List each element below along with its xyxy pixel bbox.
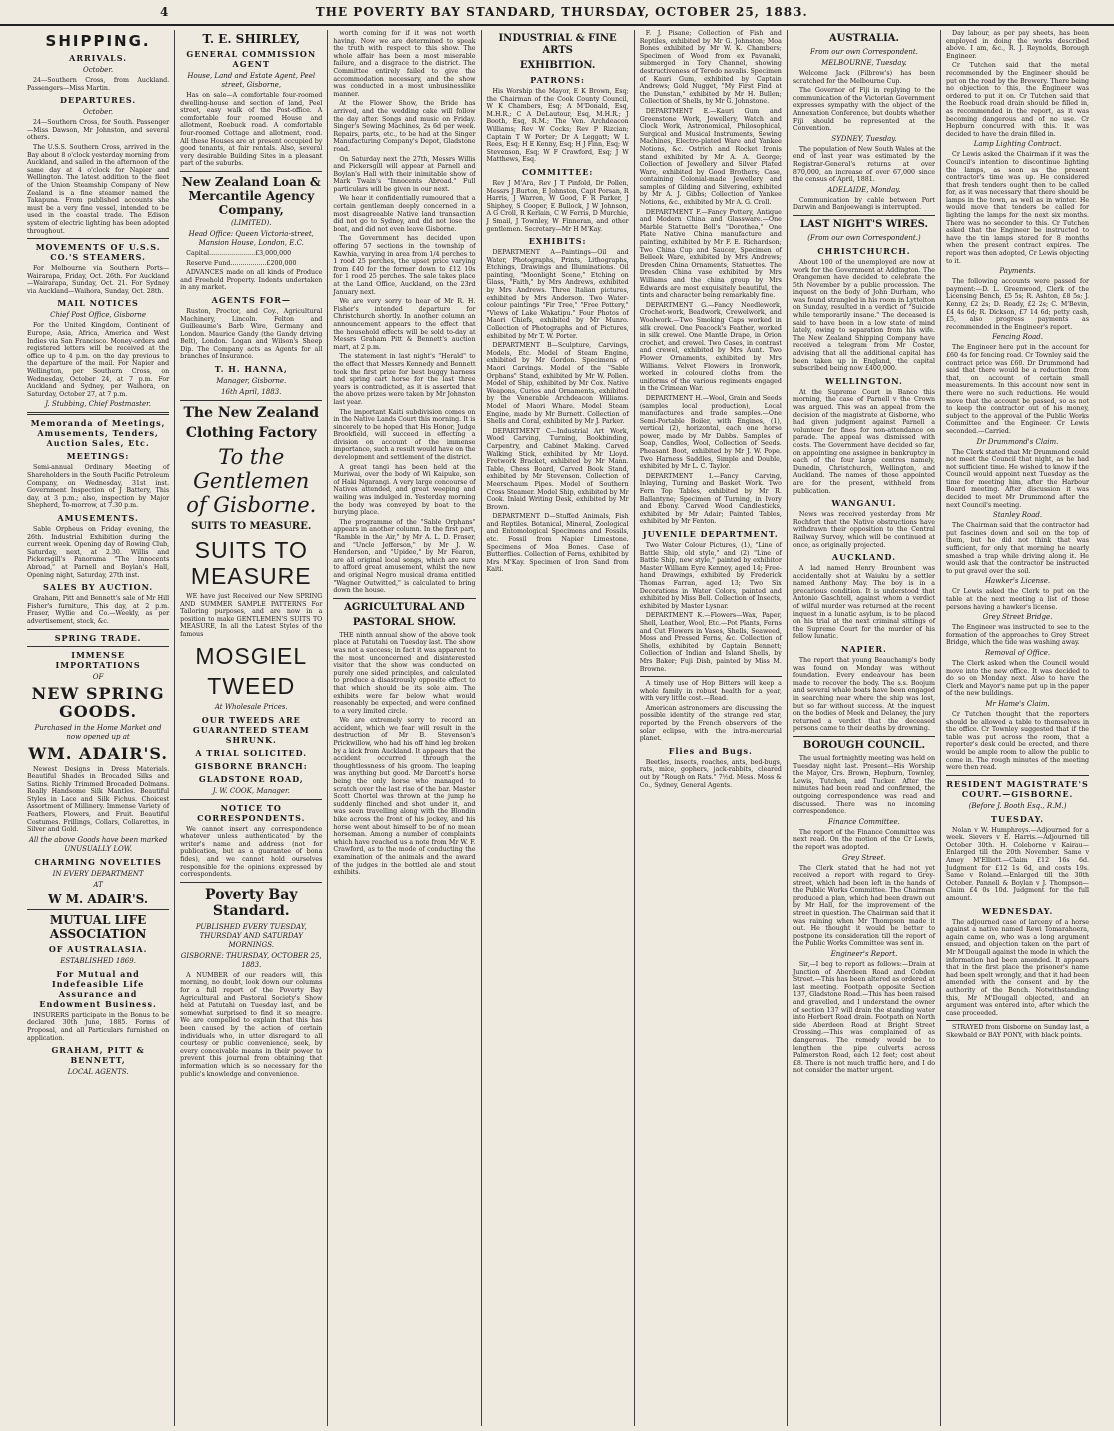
kaiti-text: The important Kaiti subdivision comes on in the Native Lands Court this morning. It is sincerely to be hoped that His Honor, Judge Brookfield, will succeed in effecting a division on account of the immense importance, such a result would have on the development and settlement of the district.: [333, 408, 476, 462]
mail-subheading: Chief Post Office, Gisborne: [50, 311, 147, 320]
borough-heading: BOROUGH COUNCIL.: [802, 739, 926, 751]
hawkers-heading: Hawker's License.: [984, 577, 1051, 586]
hanna-title: Manager, Gisborne.: [216, 377, 287, 386]
departures-text: 24—Southern Cross, for South. Passenger—Miss Dawson, Mr Johnston, and several others.: [27, 119, 170, 142]
arrivals-month: October.: [83, 66, 114, 74]
engineers-text: Sir,—I beg to report as follows:—Drain at Junction of Aberdeen Road and Cobden Street.—This has been altered as ordered at last meeting. Footpath opposite Section 137, Gladstone Road.—This has been raised and gravelled, and I understand the owner of section 137 will drain the standing water into Herbert Road drain. Footpath on North side Aberdeen Road at Bright Street Crossing.—This was complained of as dangerous. The remedy would be to lengthen the pipe culverts across Palmerston Road, each 12 feet; cost about £8. There is not much traffic here, and I do not consider the matter urgent.: [792, 961, 936, 1075]
shirley-text: Has on sale—A comfortable four-roomed dwelling-house and section of land, Peel street, easy walk of the Post-office. A comfortable four roomed House and allotment, Roebuck road. A comfortable four-roomed Cottage and allotment, road. All these Houses are at present occupied by good tenants, at fair rentals. Also, several very desirable Building Sites in a pleasant part of the suburbs.: [180, 92, 323, 168]
grey-bridge-heading: Grey Street Bridge.: [982, 613, 1053, 622]
dept-h: DEPARTMENT H.—Wool, Grain and Seeds (samples local production), Local manufactures and trade samples.—One Semi-Portable Boiler, with Engines, (1), vertical (2), horizontal, each one horse power, made by Mr Dabbs. Samples of Soap, Candles, Wool, Collection of Seeds. Pheasant Boot, exhibited by Mr J. W. Pope. Two Harness Saddles, Simple and Double, exhibited by Mr L. C. Taylor.: [639, 394, 782, 471]
exhibits-c: DEPARTMENT C—Industrial Art Work, Wood Carving, Turning, Bookbinding, Carpentry, and Cabinet Making. Carved Walking Stick, exhibited by Mr Lloyd. Fretwork Bracket, exhibited by Mr Mann. Table, Chess Board, Carved Book Stand, exhibited by Mr Stevenson. Collection of Meerschaum Pipes. Model of Southern Cross Steamer. Model Ship, exhibited by Mr Cook. Inlaid Writing Desk, exhibited by Mr Brown.: [486, 427, 629, 511]
drummond-heading: Dr Drummond's Claim.: [976, 437, 1059, 446]
shirley-subheading: GENERAL COMMISSION AGENT: [186, 49, 317, 69]
amusements-heading: AMUSEMENTS.: [57, 512, 139, 523]
programme-text: The programme of the "Sable Orphans" appears in another column. In the first part, "Ramble in the Air," by Mr A. L. D. Fraser, and "Uncle Jefferson," by Mr J. W. Henderson, and "Upidee," by Mr Fearon, are all original local songs, which are sure to afford great amusement, whilst the new and original Negro musical drama entitled "Wagner Outwitted," is calculated to bring down the house.: [333, 518, 476, 595]
stanley-heading: Stanley Road.: [992, 511, 1043, 520]
grey-bridge-text: The Engineer was instructed to see to the formation of the approaches to Grey Street Bridge, which the tide was washing away.: [946, 624, 1090, 647]
juvenile-text: Two Water Colour Pictures, (1), "Line of Battle Ship, old style," and (2) "Line of Battle Ship, new style," painted by exhibitor Master William Eyre Kenney, aged 14; Free-hand Drawings, exhibited by Frederick Thomas Farran, aged 13; Two Six Decorations in Water Colors, painted and exhibited by Miss Bell. Collection of Insects, exhibited by Master Lysnar.: [639, 542, 782, 610]
engineers-heading: Engineer's Report.: [830, 950, 898, 959]
saturday-text: On Saturday next the 27th, Messrs Willis and Pickersgill will appear at Parnell and Boylan's Hall with their inimitable show of Mark Twain's "Innocents Abroad." Full particulars will be given in our next.: [333, 155, 476, 193]
exhibits-d: DEPARTMENT D—Stuffed Animals, Fish and Reptiles. Botanical, Mineral, Zoological and Entomological Specimens and Fossils, etc. Fossil from Napier Limestone. Specimens of Moa Bones. Case of Butterflies. Collection of Ferns, exhibited by Mrs M'Kay. Specimen of Iron Sand from Kaiti.: [486, 513, 629, 574]
industrial-heading-1: INDUSTRIAL & FINE ARTS: [498, 33, 617, 56]
shirley-line: House, Land and Estate Agent, Peel street, Gisborne,: [187, 72, 316, 89]
dept-i: DEPARTMENT I.—Fancy Carving, Inlaying, Turning and Basket Work. Two Fern Top Tables, exhibited by Mr R. Ballantyne; Specimen of Turning, in Ivory and Ebony. Carved Wood Candlesticks, exhibited by Mr Adair; Painted Tables, exhibited by Mr Fenton.: [639, 472, 782, 526]
dept-f: DEPARTMENT F.—Fancy Pottery, Antique and Modern China and Glassware.—One Marble Statuette Bell's "Dorothea," One Plate Native China manufacture and painting, exhibited by Mr F. E. Richardson; Two China Cup and Saucer, Specimen of Belleek Ware, exhibited by Mrs Andrews; Dresden China Ornaments, Statuettes. The Dresden China vase exhibited by Mrs Williams and the china group by Mrs Edwards are most exquisitely beautiful, the tints and character being remarkably fine.: [639, 208, 782, 300]
arrivals-text: 24—Southern Cross, from Auckland. Passengers—Miss Martin.: [27, 77, 170, 92]
wellington-heading: WELLINGTON.: [825, 375, 903, 386]
spring-trade-heading: SPRING TRADE.: [54, 632, 142, 643]
movements-text: For Melbourne via Southern Ports—Wairarapa, Friday, Oct. 26th. For Auckland—Wairarapa, Sunday, Oct. 21. For Sydney via Auckland—Waihora, Sunday, Oct. 28th.: [27, 265, 170, 295]
hame-text: Cr Tutchen thought that the reporters should be allowed a table to themselves in the office. Cr Townley suggested that if the table was put across the room, that a reporter's desk could be erected, and there would be ample room to allow the public to come in. The rough minutes of the meeting were then read.: [946, 710, 1090, 772]
movements-heading: MOVEMENTS OF U.S.S. CO.'S STEAMERS.: [35, 242, 161, 263]
hitters-text: A timely use of Hop Bitters will keep a whole family in robust health for a year, with very little cost.—Read.: [639, 680, 782, 703]
finance-text: The report of the Finance Committee was next read. On the motion of the Cr Lewis, the report was adopted.: [792, 828, 936, 851]
exhibits-more: DEPARTMENT B—Sculpture, Carvings, Models, Etc. Model of Steam Engine, exhibited by Mr Gordon. Specimens of Maori Carvings. Model of the "Sable Orphans" Stand, exhibited by Mr W. Pollen. Model of Ship, exhibited by Mr Cox. Native Weapons, Curios and Ornaments, exhibited by the Venerable Archdeacon Williams. Model of Maori Whare. Model Steam Engine, made by Mr Burnett. Collection of Shells and Coral, exhibited by Mr J. Parker.: [486, 342, 629, 426]
column-1: [22, 30, 175, 1426]
limited-label: (LIMITED).: [231, 218, 272, 227]
shipping-heading: SHIPPING.: [45, 32, 151, 50]
stanley-text: The Chairman said that the contractor had put fascines down and soil on the top of them, but he did not think that was sufficient, for only that morning he nearly smashed a trap while driving along it. He would ask that the contractor be instructed to put gravel over the soil.: [946, 522, 1090, 575]
newspaper-title: THE POVERTY BAY STANDARD, THURSDAY, OCTOBER 25, 1883.: [315, 5, 808, 19]
notice-heading: NOTICE TO CORRESPONDENTS.: [197, 802, 306, 823]
shipping-paragraph: The U.S.S. Southern Cross, arrived in the Bay about 8 o'clock yesterday morning from Auckland, and sailed in the afternoon of the same day at 4 o'clock for Napier and Wellington. The latest addition to the fleet of the Union Steamship Company of New Zealand is a fine steamer named the Takapuna. From published accounts she must be a very fine vessel, intended to be used in the coastal trade. The Edison system of electric lighting has been adopted throughout.: [27, 143, 170, 235]
lamp-text: Cr Lewis asked the Chairman if it was the Council's intention to discontinue lighting the lamps, as soon as the present contractor's time was up. He considered that fresh tenders ought then to be called for, as it was necessary that there should be lamps in the town, as well as in winter. He would move that tenders be called for lighting the lamps for the next six months. There was no seconder to this. Cr Tutchen asked that the Engineer be instructed to have the tin lamps stored for 8 months when the present contract expires. The report was then adopted, Cr Lewis objecting to it.: [946, 151, 1090, 265]
adair-heading-2: W M. ADAIR'S.: [48, 891, 149, 906]
rm-heading: RESIDENT MAGISTRATE'S COURT.—GISBORNE.: [946, 778, 1089, 799]
australia-heading: AUSTRALIA.: [828, 33, 900, 44]
in-every-label: IN EVERY DEPARTMENT: [52, 869, 144, 878]
adelaide-dateline: ADELAIDE, Monday.: [827, 185, 901, 194]
patrons-heading: PATRONS:: [530, 75, 586, 85]
suits-heading: SUITS TO MEASURE.: [191, 521, 312, 533]
page-columns: [22, 30, 1094, 1426]
divider: [27, 646, 169, 647]
committee-heading: COMMITTEE:: [521, 166, 594, 177]
flies-heading: Flies and Bugs.: [668, 745, 753, 756]
page-number: 4: [160, 5, 170, 19]
finance-heading: Finance Committee.: [828, 817, 900, 826]
juvenile-heading: JUVENILE DEPARTMENT.: [642, 529, 779, 539]
sydney-text: The population of New South Wales at the end of last year was estimated by the Registrar-General's returns at over 870,000, an increase of over 67,000 since the census of April, 1881.: [792, 145, 936, 184]
arrivals-heading: ARRIVALS.: [69, 53, 128, 63]
divider: [27, 629, 169, 630]
flower-show-text: At the Flower Show, the Bride has arrived, and the wedding cake will follow the day after. Songs and music on Friday. Singer's Sewing Machines, 2s 6d per week. Repairs, parts, etc., to be had at the Singer Manufacturing Company's Depot, Gladstone road.: [333, 100, 476, 153]
wires-subheading: (From our own Correspondent.): [807, 233, 921, 242]
rumour-text: We hear it confidentially rumoured that a certain gentleman deeply concerned in a most disagreeable Native land transaction did not go to Sydney, and did not lose the boat, and did not even leave Gisborne.: [333, 195, 476, 233]
christchurch-heading: CHRISTCHURCH.: [817, 245, 911, 256]
sales-heading: SALES BY AUCTION.: [42, 582, 154, 593]
shirley-heading: T. E. SHIRLEY,: [202, 32, 301, 46]
tutchen-text: Cr Tutchen said that the metal recommended by the Engineer should be put on the road by the Brewery. There being no objection to this, the Engineer was ordered to put it on. Cr Tutchen said that the Roebuck road drain should be filled in, as recommended in the report, as it was becoming dangerous and of no use. Cr Hepburn concurred with this. It was decided to have the drain filled in.: [946, 62, 1090, 138]
departures-heading: DEPARTURES.: [60, 95, 137, 106]
wanganui-text: News was received yesterday from Mr Rochfort that the Native obstructions have withdrawn their opposition to the Central Railway Survey, which will be continued at once, as originally projected.: [792, 511, 936, 549]
guaranteed-text: OUR TWEEDS ARE GUARANTEED STEAM SHRUNK.: [192, 714, 310, 745]
office-text: The Clerk asked when the Council would move into the new office. It was decided to do so on Monday next. Also to have the Clerk and Mayor's name put up in the paper of the new buildings.: [946, 659, 1090, 698]
statement-text: The statement in last night's "Herald" to the effect that Messrs Kennedy and Bennett took the first prize for best buggy harness and spring cart horse for the last three years is contradicted, as it is asserted that the above prizes were taken by Mr Johnston last year.: [333, 353, 476, 406]
leader-continued: worth coming for if it was not worth having. Now we are determined to speak the truth with respect to this show. The whole affair has been a most miserable failure, and a disgrace to the district. The Committee entirely failed to give the accommodation necessary, and the show was conducted in a most unbusinesslike manner.: [333, 30, 476, 98]
agents-text: Ruston, Proctor, and Coy., Agricultural Machinery, Lincoln. Felton and Guilleaume's Barb Wire, Germany and London. Maurice Gandy (the Gandy driving Belt), London. Logan and Wilson's Sheep Dip. The Company acts as Agents for all branches of Insurance.: [180, 307, 323, 361]
reserve-line: Reserve Fund..................£200,000: [186, 259, 297, 267]
flies-text: Beetles, insects, roaches, ants, bed-bugs, rats, mice, gophers, jack-rabbits, cleared out by "Rough on Rats." 7½d. Mess. Moss & Co., Sydney, General Agents.: [639, 758, 782, 789]
cook-manager: J. W. COOK, Manager.: [212, 786, 290, 795]
divider: [640, 676, 782, 677]
melbourne-dateline: MELBOURNE, Tuesday.: [821, 59, 907, 67]
mosgiel-heading: MOSGIEL: [195, 642, 308, 669]
welcome-text: Welcome Jack (Filbrow's) has been scratched for the Melbourne Cup.: [792, 70, 936, 85]
branch-heading: GISBORNE BRANCH:: [194, 760, 308, 771]
gentlemen-heading: To the Gentlemen of Gisborne.: [186, 445, 317, 518]
charming-heading: CHARMING NOVELTIES: [34, 856, 162, 867]
payments-text: The following accounts were passed for payment:—D. L. Greenwood, Clerk of the Licensing Bench, £5 5s; R. Ashton, £8 5s; J. Kenny, £2 2s; D. Ready, £2 2s; C. M'Bevin, £4 4s 6d; R. Dickson, £7 14 6d; petty cash, £5, also progress payments as recommended in the Engineer's report.: [946, 278, 1090, 331]
patrons-text: His Worship the Mayor, E K Brown, Esq; the Chairman of the Cook County Council, W K Chambers, Esq; A M'Donald, Esq, M.H.R.; C A DeLautour, Esq, M.H.R.; J Booth, Esq, R.M.; The Ven. Archdeacon Williams; Rev W Cocks; Rev P Rizcian; Captain T W Porter; Dr A Leggatt; W L Rees, Esq; H E Kenny, Esq; H J Finn, Esq; W Stevenson, Esq; W F Crawford, Esq; J W Matthews, Esq.: [486, 88, 629, 164]
mail-heading: MAIL NOTICES: [57, 298, 139, 309]
column-4: [482, 30, 635, 1426]
lamp-heading: Lamp Lighting Contract.: [973, 140, 1062, 149]
wanganui-heading: WANGANUI.: [831, 498, 897, 509]
mail-text: For the United Kingdom, Continent of Europe, Asia, Africa, America and West Indies via San Francisco. Money-orders and registered letters will be received at the office up to 4 p.m. on the day previous to the departure of the mail. For Napier and Wellington, per Southern Cross, on Wednesday, October 24, at 7 p.m. For Auckland and Sydney, per Waihora, on Saturday, October 27, at 7 p.m.: [27, 322, 170, 398]
last-wires-heading: LAST NIGHT'S WIRES.: [799, 218, 929, 230]
clothing-heading-1: The New Zealand: [183, 405, 320, 422]
exhibits-heading: EXHIBITS:: [528, 236, 587, 247]
divider: [180, 171, 322, 172]
memoranda-heading: Memoranda of Meetings, Amusements, Tenders, Auction Sales, Etc.: [30, 418, 166, 449]
sydney-dateline: SYDNEY, Tuesday.: [831, 134, 897, 143]
adelaide-text: Communication by cable between Port Darwin and Banjoewangi is interrupted.: [792, 196, 936, 212]
exhibits-e: F. J. Pisane; Collection of Fish and Reptiles, exhibited by Mr G. Johnston; Moa Bones exhibited by Mr W. K. Chambers; Specimen of Wood from ex Pavanaki, submerged in Tory Channel, showing destructiveness of Teredo navalis. Specimen of Kauri Gum, exhibited by Captain Andrews; Gold Nugget, "My First Find at the Dunstan," exhibited by Mr H. Bullen; Collection of Shells, by Mr G. Johnstone.: [639, 30, 782, 106]
agents-heading: AGENTS FOR—: [211, 294, 291, 305]
wholesale-text: At Wholesale Prices.: [214, 702, 288, 711]
agri-heading-1: AGRICULTURAL AND: [344, 601, 465, 613]
received-text: WE have just Received our New SPRING AND SUMMER SAMPLE PATTERNS For Tailoring purposes, and are now in a position to make GENTLEMEN'S SUITS TO MEASURE, In all the Latest Styles of the famous: [180, 593, 323, 639]
agri-text: THE ninth annual show of the above took place at Patutahi on Tuesday last. The show was not a success; in fact it was apparent to the most unconcerned and disinterested visitor that the show was conducted on purely one sided principles, and calculated to produce a disastrously opposite effect to that which should be its sole aim. The exhibits were far below what would reasonably be expected, and were confined to a very limited circle.: [333, 631, 476, 715]
divider: [27, 412, 169, 415]
capital-line: Capital.......................£3,000,000: [186, 249, 292, 257]
drummond-text: The Clerk stated that Mr Drummond could not meet the Council that night, as he had not sufficient time. He wished to know if the Council would appoint next Tuesday as the time for meeting him, after the Harbour Board meeting. After discussion it was decided to meet Mr Drummond after the next Council's meeting.: [946, 448, 1090, 509]
divider: [27, 238, 169, 239]
exhibits-text: DEPARTMENT A—Paintings—Oil and Water, Photographs, Prints, Lithographs, Etchings, Drawings and Illuminations. Oil painting, "Moonlight Scene," Etching on Glass, "Faith," by Mrs Andrews, exhibited by Mrs Andrews. Three Italian pictures, exhibited by Mrs Anderson. Two Water-colour paintings "Fir Tree," "Free Pottery," "Views of Lake Wakatipu." Four Photos of Maori Chiefs, exhibited by Mr Munro. Collection of Photographs and of Pictures, exhibited by Mr T. W. Porter.: [486, 249, 629, 340]
adair-heading: WM. ADAIR'S.: [28, 743, 168, 763]
wednesday-text: The adjourned case of larceny of a horse against a native named Rewi Tomarahoera, again came on, who was a long argument ensued, and objection taken on the part of Mr M'Dougall against the mode in which the information had been amended. It appears that in the first place the prisoner's name had been spelt wrongly, and that it had been amended with the consent and by the authority of the Bench. Notwithstanding this, Mr M'Dougall objected, and an argument was entered into, after which the case proceeded.: [946, 918, 1090, 1017]
meetings-heading: MEETINGS:: [66, 451, 130, 462]
amusements-text: Sable Orpheus on Friday evening, the 26th. Industrial Exhibition during the current week. Opening day of Rowing Club, Saturday, next, at 2.30. Willis and Pickersgill's Panorama "The Innocents Abroad," at Parnell and Boylan's Hall, Opening night, Saturday, 27th inst.: [27, 525, 170, 579]
clothing-heading-2: Clothing Factory: [185, 425, 317, 442]
of-label: OF: [92, 672, 104, 681]
fencing-heading: Fencing Road.: [992, 333, 1043, 342]
notice-text: We cannot insert any correspondence whatever unless authenticated by the writer's name and address (not for publication, but as a guarantee of bona fides), and we cannot hold ourselves responsible for the opinions expressed by correspondents.: [180, 825, 323, 879]
rm-subheading: (Before J. Booth Esq., R.M.): [968, 801, 1067, 810]
sales-text: Graham, Pitt and Bennett's sale of Mr Hill Fisher's furniture, This day, at 2 p.m. Fraser, Wyllie and Co.—Weekly, as per advertisement, stock, &c.: [27, 595, 170, 625]
pbs-heading: Poverty Bay Standard.: [205, 886, 298, 919]
hawkers-text: Cr Lewis asked the Clerk to put on the table at the next meeting a list of those persons having a hawker's license.: [946, 588, 1090, 611]
established-label: ESTABLISHED 1869.: [60, 956, 136, 965]
column-2: [175, 30, 328, 1426]
napier-text: The report that young Beauchamp's body was found on Monday was without foundation. Every endeavour has been made to recover the body. The s.s. Boojum and several whale boats have been engaged in searching near where the ship was lost, but so far without success. At the inquest on the bodies of Meek and Delaney, the jury returned a verdict that the deceased persons came to their deaths by drowning.: [792, 657, 936, 733]
suits-big-heading: SUITS TO MEASURE: [190, 537, 312, 590]
christchurch-text: About 100 of the unemployed are now at work for the Government at Addington. The Orangemen have decided to celebrate the 5th November by a public procession. The inquest on the body of John Durham, who was found strangled in his room in Lyttelton on Sunday, resulted in a verdict of "Suicide while temporarily insane." The deceased is said to have been in a low state of mind lately, owing to separation from his wife. The New Zealand Shipping Company have received a telegram from Mr Coster, advising that all the additional capital has been taken up in England, the capital subscribed being now £400,000.: [792, 258, 936, 373]
mail-signature: J. Stubbing, Chief Postmaster.: [45, 400, 151, 409]
divider: [180, 882, 322, 883]
fencing-text: The Engineer here put in the account for £60 4s for fencing road. Cr Townley said the contract price was £60. Dr Drummond had said that there would be a reduction from that, on account of certain small measurements. In this account now sent in there were no such reductions. He would move that the account be passed, so as not to keep the contractor out of his money, subject to the approval of the Public Works Committee and the Engineer. Cr Lewis seconded.—Carried.: [946, 344, 1090, 435]
tweed-heading: TWEED: [207, 672, 296, 699]
meetings-text: Semi-annual Ordinary Meeting of Shareholders in the South Pacific Petroleum Company, on Wednesday, 31st inst. Government Inspection of J Battery, This day, at 3 p.m.; also, inspection by Major Shepherd, To-morrow, at 7.30 p.m.: [27, 464, 170, 510]
strayed-text: STRAYED from Gisborne on Sunday last, a Skewbald or BAY PONY, with black points.: [946, 1024, 1090, 1039]
committee-text: Rev J M'Ara, Rev J T Pinfold, Dr Pollen, Messrs J Burton, E Johnston, Capt Porsan, R Harris, J Warren, W Good, F R Parker, J Shiphey, S Cooper, E Bullock, J W Johnson, A G Croll, R Kerlain, C W Ferris, D Murchie, J Smail, J Townley, W Finneran, and other gentlemen. Secretary—Mr H M'Kay.: [486, 179, 629, 233]
dept-g: DEPARTMENT G.—Fancy Needlework, Crochet-work, Beadwork, Crewelwork, and Woolwork.—Two Smoking Caps worked in silk crewel. One Peacock's Feather, worked in silk crewel. One Mantle Drape, in Orion crochet, and crewel. Two Cases, in contrast and crewel, exhibited by Mrs Aunt. Two Flower Ornaments, exhibited by Mrs Williams. Velvet Flowers in Ironwork, worked in coloured cloths from the uniforms of the various regiments engaged in the Crimean War.: [639, 301, 782, 393]
tuesday-heading: TUESDAY.: [991, 813, 1045, 824]
nzloan-office: Head Office: Queen Victoria-street, Mansion House, London, E.C.: [188, 229, 314, 247]
hanna-date: 16th April, 1883.: [221, 388, 282, 397]
payments-heading: Payments.: [999, 267, 1036, 276]
mutual-heading: MUTUAL LIFE ASSOCIATION: [49, 912, 147, 941]
column-5: [635, 30, 788, 1426]
adair-above-text: All the above Goods have been marked UNUSUALLY LOW.: [28, 835, 168, 853]
at-label: AT: [93, 880, 103, 889]
divider: [27, 909, 169, 910]
divider: [793, 736, 935, 737]
native-text: A great tangi has been held at the Muriwai, over the body of Wi Kaipuke, son of Haki Ngarangi. A very large concourse of Natives attended, and great weeping and wailing was indulged in. Yesterday morning the body was conveyed by boat to the burying place.: [333, 463, 476, 517]
purchased-text: Purchased in the Home Market and now opened up at: [34, 723, 162, 741]
melbourne-text: The Governor of Fiji in replying to the communication of the Victorian Government expresses sympathy with the object of the Annexation Conference, but doubts whether Fiji should be represented at the Convention.: [792, 87, 936, 133]
divider: [180, 799, 322, 800]
clerk-text: We are very sorry to hear of Mr R. H. Fisher's intended departure for Christchurch shortly. In another column an announcement appears to the effect that the household effects will be sold to-day at Messrs Graham Pitt & Bennett's auction mart, at 2 p.m.: [333, 298, 476, 351]
wednesday-heading: WEDNESDAY.: [981, 905, 1054, 916]
column-7: [941, 30, 1094, 1426]
advances-text: ADVANCES made on all kinds of Produce and Freehold Property. Indents undertaken in any market.: [180, 269, 323, 292]
divider: [946, 1020, 1089, 1021]
tuesday-text: Nolan v W. Humphreys.—Adjourned for a week. Sievers v E. Harris.—Adjourned till October 30th. H. Coleborne v Kairau—Enlarged till the 20th November. Same v Amey M'Elliott.—Claim £12 16s 6d. Judgment for £12 1s 6d, and costs 19s. Same v Roland.—Enlarged till the 30th October. Pannell & Boylan v J. Thompson—Claim £4 0s 10d. Judgment for the full amount.: [946, 826, 1090, 903]
flowers-text: DEPARTMENT K.—Flowers—Wax, Paper, Shell, Leather, Wool, Etc.—Pot Plants, Ferns and Cut Flowers in Vases, Shells, Seaweed, Moss and Pressed Ferns, &c. Collection of Shells, exhibited by Captain Bennett; Collection of Indian and Island Shells, by Mrs Baker; Fuji Dish, painted by Miss M. Browne.: [639, 612, 782, 673]
own-correspondent: From our own Correspondent.: [810, 48, 918, 56]
mutual-text: INSURERS participate in the Bonus to be declared 30th June, 1885. Forms of Proposal, and all Particulars furnished on application.: [27, 1011, 170, 1042]
mutual-subheading: For Mutual and Indefeasible Life Assurance and Endowment Business.: [39, 968, 157, 1009]
masthead: [0, 0, 1114, 26]
divider: [333, 598, 475, 599]
gladstone-road: GLADSTONE ROAD,: [198, 773, 304, 784]
divider: [180, 400, 322, 401]
grey-street-heading: Grey Street.: [842, 853, 886, 862]
auckland-text: A lad named Henry Brounbent was accidentally shot at Waiuku by a settler named Anthony May. The boy is in a precarious condition. It is understood that Antonio Gaschtell, against whom a verdict of wilful murder was returned at the recent inquest in a lunatic asylum, is to be placed on his trial at the next criminal sittings of the Supreme Court for the murder of his fellow lunatic.: [792, 565, 936, 641]
gpb-local-agents: LOCAL AGENTS.: [67, 1068, 129, 1077]
immense-heading: IMMENSE IMPORTATIONS: [55, 649, 141, 670]
published-text: PUBLISHED EVERY TUESDAY, THURSDAY AND SATURDAY MORNINGS.: [195, 922, 307, 949]
divider: [793, 215, 935, 216]
astronomers-text: American astronomers are discussing the possible identity of the strange red star, reported by the French observers of the solar eclipse, with the intra-mercurial planet.: [639, 704, 782, 743]
divider: [946, 775, 1089, 776]
adair-text: Newest Designs in Dress Materials. Beautiful Shades in Brocaded Silks and Satins. Richly Trimmed Brocaded Dolmans. Really Handsome Silk Mantles. Beautiful Styles in Lace and Silk Fichus. Choicest Assortment of Millinery. Immense Variety of Feathers, Flowers, and Fruit. Beautiful Costumes. Frillings, Collars, Collarettes, in Silver and Gold.: [27, 765, 170, 834]
engineer-continued: Day labour, as per pay sheets, has been employed in doing the works described above. I am, &c., R. J. Reynolds, Borough Engineer.: [946, 30, 1090, 60]
agri-more-text: We are extremely sorry to record an accident, which we fear will result in the destruction of Mr B. Stevenson's Prickwillow, who had his off hind leg broken by a kick from Auckland. It appears that the accident occurred through the thoughtlessness of his groom. The leaping was anything but good. Mr Darcett's horse being the only horse who managed to scratch over the last rise of the bar. Master Scott Chortel was thrown at the jump he suddenly flinched and shot under it, and was seen travelling along with the Blondin bike across the front of his jockey, and his horse went about himself to be of no mean horseman. Among a number of complaints which have reached us a note from Mr W. F. Crawford, as to the mode of conducting the examination of the animals and the award of the judges in the bottled ale and stout exhibits.: [333, 717, 476, 877]
new-spring-goods-heading: NEW SPRING GOODS.: [31, 683, 165, 721]
borough-text: The usual fortnightly meeting was held on Tuesday night last. Present—His Worship the Mayor, Crs. Brown, Hepburn, Townley, Lewis, Tutchen, and Tucker. After the minutes had been read and confirmed, the outgoing correspondence was read and discussed. There was no incoming correspondence.: [792, 754, 936, 816]
australasia-heading: OF AUSTRALASIA.: [48, 943, 148, 954]
office-heading: Removal of Office.: [984, 648, 1051, 657]
dateline: GISBORNE: THURSDAY, OCTOBER 25, 1883.: [180, 951, 322, 969]
wellington-text: At the Supreme Court in Banco this morning, the case of Parnell v the Crown was argued. This was an appeal from the decision of the magistrate at Gisborne, who had given judgment against Parnell a volunteer for fines for non-attendance on parade. The appeal was dismissed with costs. The Government have decided so far, on appointing one assignee in bankruptcy in each of the four large centres namely, Dunedin, Christchurch, Wellington, and Auckland. The names of those appointed are for the present, withheld from publication.: [792, 388, 936, 495]
column-6: [788, 30, 941, 1426]
dept-e: DEPARTMENT E.—Kauri Gum and Greenstone Work, Jewellery, Watch and Clock Work, Astronomical, Philosophical, Surgical and Musical Instruments, Sewing Machines, Electro-plated Ware and Yankee Notions, &c. Ostrich and Rocket Ironis stand exhibited by Mr A. A. George; Collection of Jewellery and Silver Plated Ware, exhibited by Good Brothers; Case, containing Colonial-made Jewellery and samples of Gilding and Silvering, exhibited by Mr A. J. Gibbs; Collection of Yankee Notions, &c., exhibited by Mr A. G. Croll.: [639, 107, 782, 207]
column-3: [328, 30, 481, 1426]
hanna-name: T. H. HANNA,: [214, 364, 288, 375]
auckland-heading: AUCKLAND.: [831, 552, 896, 563]
industrial-heading-2: EXHIBITION.: [519, 60, 596, 71]
trial-text: A TRIAL SOLICITED.: [195, 747, 308, 758]
agri-heading-2: PASTORAL SHOW.: [352, 616, 456, 628]
nzloan-heading: New Zealand Loan & Mercantile Agency Company,: [181, 174, 321, 217]
gpb-name: GRAHAM, PITT & BENNETT,: [51, 1045, 145, 1066]
grey-street-text: The Clerk stated that he had not yet received a report with regard to Grey-street, which had been left in the hands of the Public Works Committee. The Chairman produced a plan, which had been drawn out by Mr Hall, for the improvement of the street in question. The Chairman said that it was raining when Mr Thompson made it out. He thought it would be better to postpone its consideration till the report of the Public Works Committee was sent in.: [792, 864, 936, 948]
leader-text: A NUMBER of our readers will, this morning, no doubt, look down our columns for a full report of the Poverty Bay Agricultural and Pastoral Society's Show held at Patutahi on Tuesday last, and be somewhat surprised to find it so meagre. We are compelled to explain that this has been caused by the action of certain individuals who, in utter disregard to all courtesy or public convenience, seek, by every conceivable means in their power to prevent this journal from obtaining that information which is so necessary for the public's knowledge and convenience.: [180, 971, 323, 1078]
napier-heading: NAPIER.: [841, 644, 887, 655]
government-text: The Government has decided upon offering 57 sections in the township of Kawhia, varying in area from 1/4 perches to 1 rood 25 perches, the upset price varying from £40 for the former down to £12 10s for 1 rood 25 perches. The sale takes place at the Land Office, Auckland, on the 23rd January next.: [333, 235, 476, 296]
hame-heading: Mr Hame's Claim.: [985, 699, 1050, 708]
departures-month: October.: [83, 108, 114, 117]
